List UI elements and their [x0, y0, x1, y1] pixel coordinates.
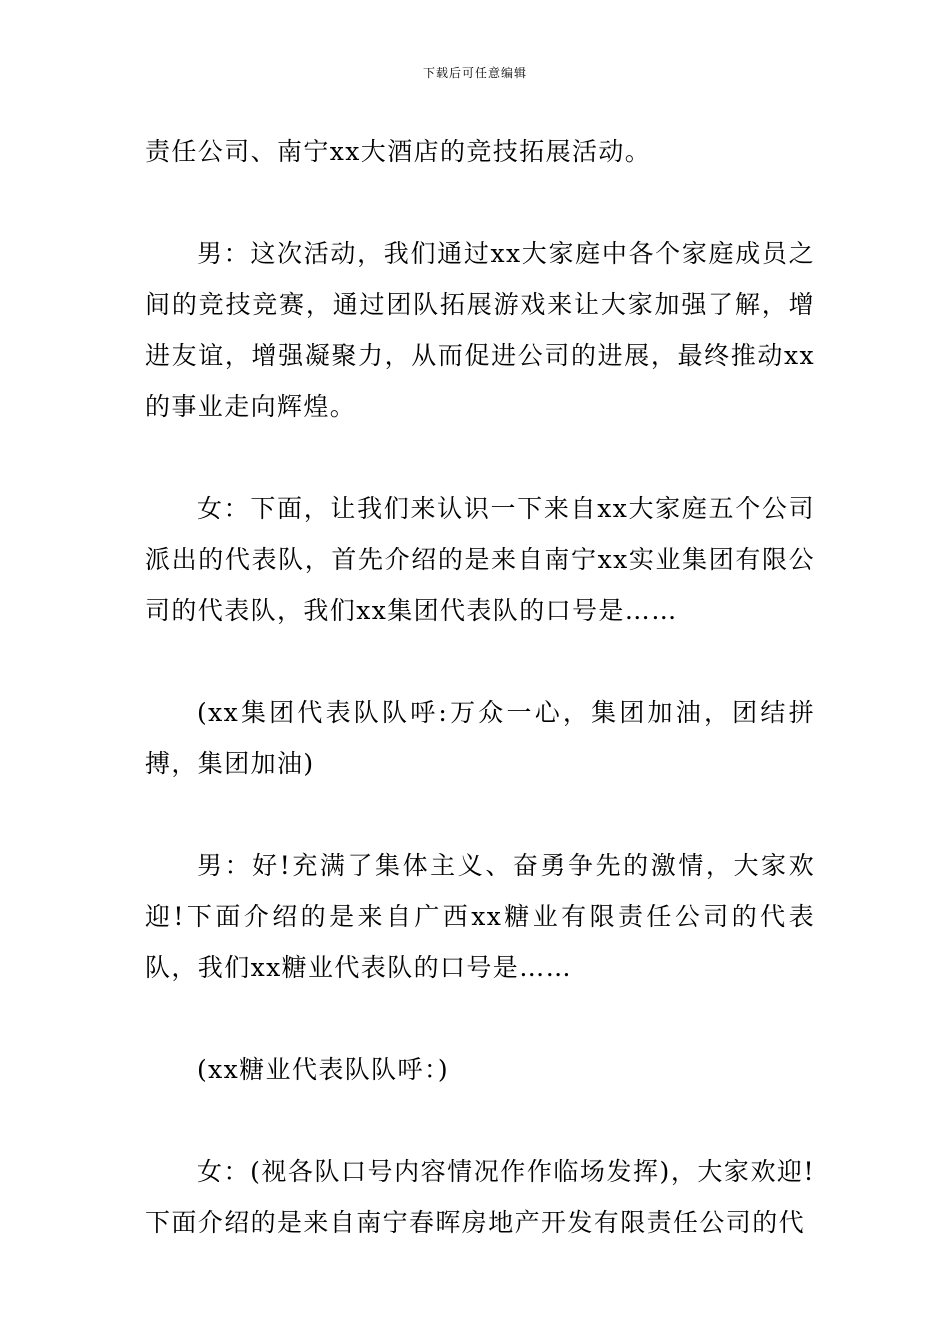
document-body: [145, 126, 815, 1299]
paragraph-continuation: 责任公司、南宁xx大酒店的竞技拓展活动。: [145, 137, 652, 166]
paragraph-sugar-cheer: (xx糖业代表队队呼：): [197, 1055, 450, 1084]
paragraph-group-cheer: (xx集团代表队队呼:万众一心，集团加油，团结拼搏，集团加油): [145, 698, 815, 778]
paragraph-female-teams: 女：下面，让我们来认识一下来自xx大家庭五个公司派出的代表队，首先介绍的是来自南宁xx实业集团有限公司的代表队，我们xx集团代表队的口号是……: [145, 494, 815, 625]
paragraph-male-intro: 男：这次活动，我们通过xx大家庭中各个家庭成员之间的竞技竞赛，通过团队拓展游戏来让大家加强了解，增进友谊，增强凝聚力，从而促进公司的进展，最终推动xx的事业走向辉煌。: [145, 239, 815, 421]
paragraph-male-sugar-team: 男：好!充满了集体主义、奋勇争先的激情，大家欢迎!下面介绍的是来自广西xx糖业有限责任公司的代表队，我们xx糖业代表队的口号是……: [145, 851, 815, 982]
paragraph-female-realestate: 女：(视各队口号内容情况作作临场发挥)，大家欢迎!下面介绍的是来自南宁春晖房地产开发有限责任公司的代: [145, 1157, 815, 1237]
page-header: 下载后可任意编辑: [422, 66, 527, 80]
